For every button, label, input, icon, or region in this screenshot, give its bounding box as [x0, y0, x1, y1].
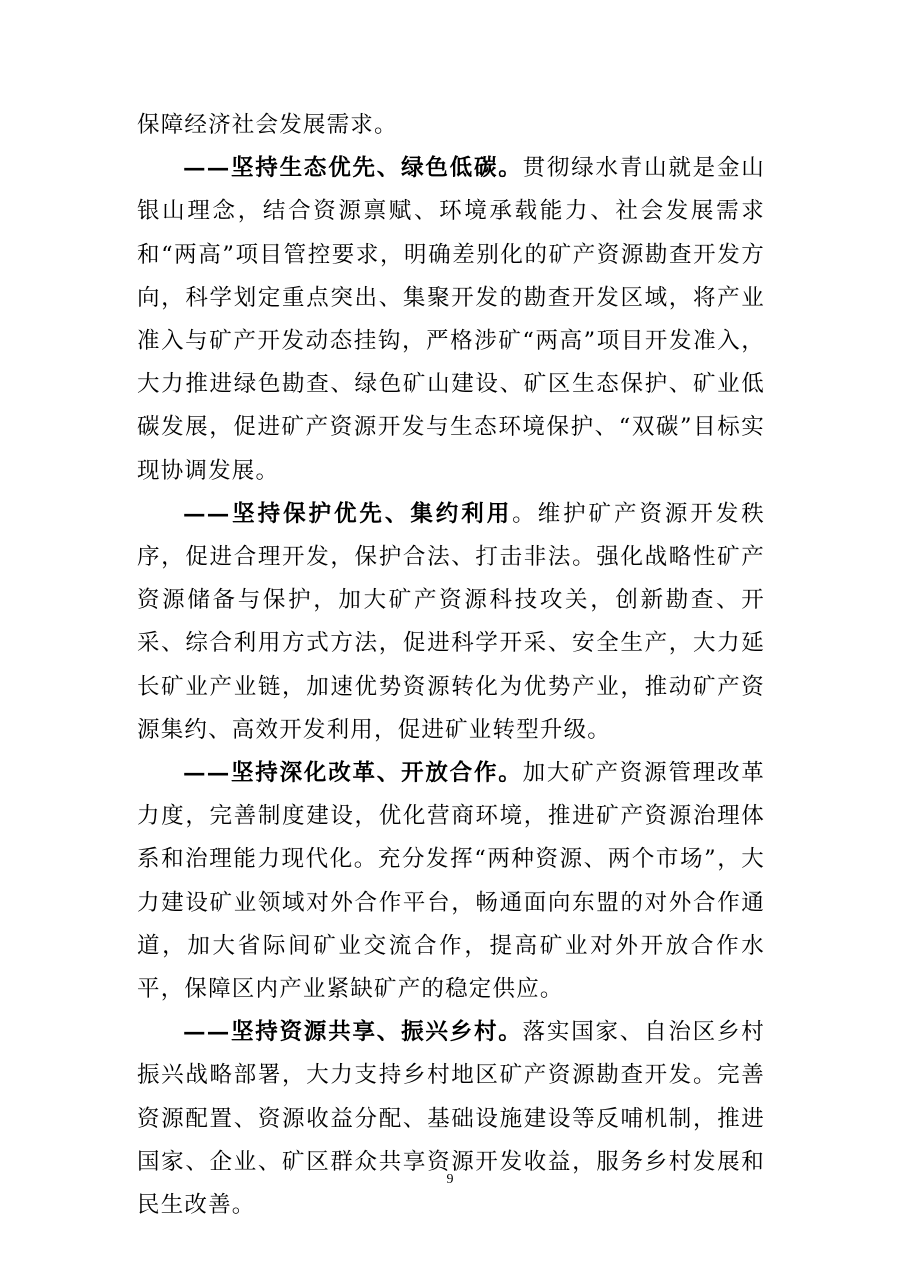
- paragraph-lead-heading: ——坚持生态优先、绿色低碳。: [183, 155, 523, 182]
- document-body: [137, 104, 765, 1227]
- paragraph-body: 贯彻绿水青山就是金山银山理念，结合资源禀赋、环境承载能力、社会发展需求和“两高”项目管控要求，明确差别化的矿产资源勘查开发方向，科学划定重点突出、集聚开发的勘查开发区域，将产业准入与矿产开发动态挂钩，严格涉矿“两高”项目开发准入，大力推进绿色勘查、绿色矿山建设、矿区生态保护、矿业低碳发展，促进矿产资源开发与生态环境保护、“双碳”目标实现协调发展。: [137, 155, 765, 484]
- paragraph-lead-heading: ——坚持深化改革、开放合作。: [183, 760, 523, 787]
- paragraph-body: 。维护矿产资源开发秩序，促进合理开发，保护合法、打击非法。强化战略性矿产资源储备与保护，加大矿产资源科技攻关，创新勘查、开采、综合利用方式方法，促进科学开采、安全生产，大力延长矿业产业链，加速优势资源转化为优势产业，推动矿产资源集约、高效开发利用，促进矿业转型升级。: [137, 500, 765, 743]
- paragraph-body: 加大矿产资源管理改革力度，完善制度建设，优化营商环境，推进矿产资源治理体系和治理能力现代化。充分发挥“两种资源、两个市场”，大力建设矿业领域对外合作平台，畅通面向东盟的对外合作通道，加大省际间矿业交流合作，提高矿业对外开放合作水平，保障区内产业紧缺矿产的稳定供应。: [137, 760, 765, 1003]
- paragraph-body: 保障经济社会发展需求。: [137, 112, 398, 138]
- paragraph-lead-heading: ——坚持资源共享、振兴乡村。: [183, 1019, 523, 1046]
- paragraph-ecology-priority: [137, 147, 765, 493]
- paragraph-reform-cooperation: [137, 752, 765, 1011]
- page-number: 9: [446, 1172, 454, 1187]
- paragraph-rural-revitalization: [137, 1011, 765, 1227]
- paragraph-body: 落实国家、自治区乡村振兴战略部署，大力支持乡村地区矿产资源勘查开发。完善资源配置、资源收益分配、基础设施建设等反哺机制，推进国家、企业、矿区群众共享资源开发收益，服务乡村发展和民生改善。: [137, 1019, 765, 1219]
- paragraph-protection-priority: [137, 493, 765, 752]
- paragraph-continuation: [137, 104, 765, 147]
- paragraph-lead-heading: ——坚持保护优先、集约利用: [183, 500, 513, 527]
